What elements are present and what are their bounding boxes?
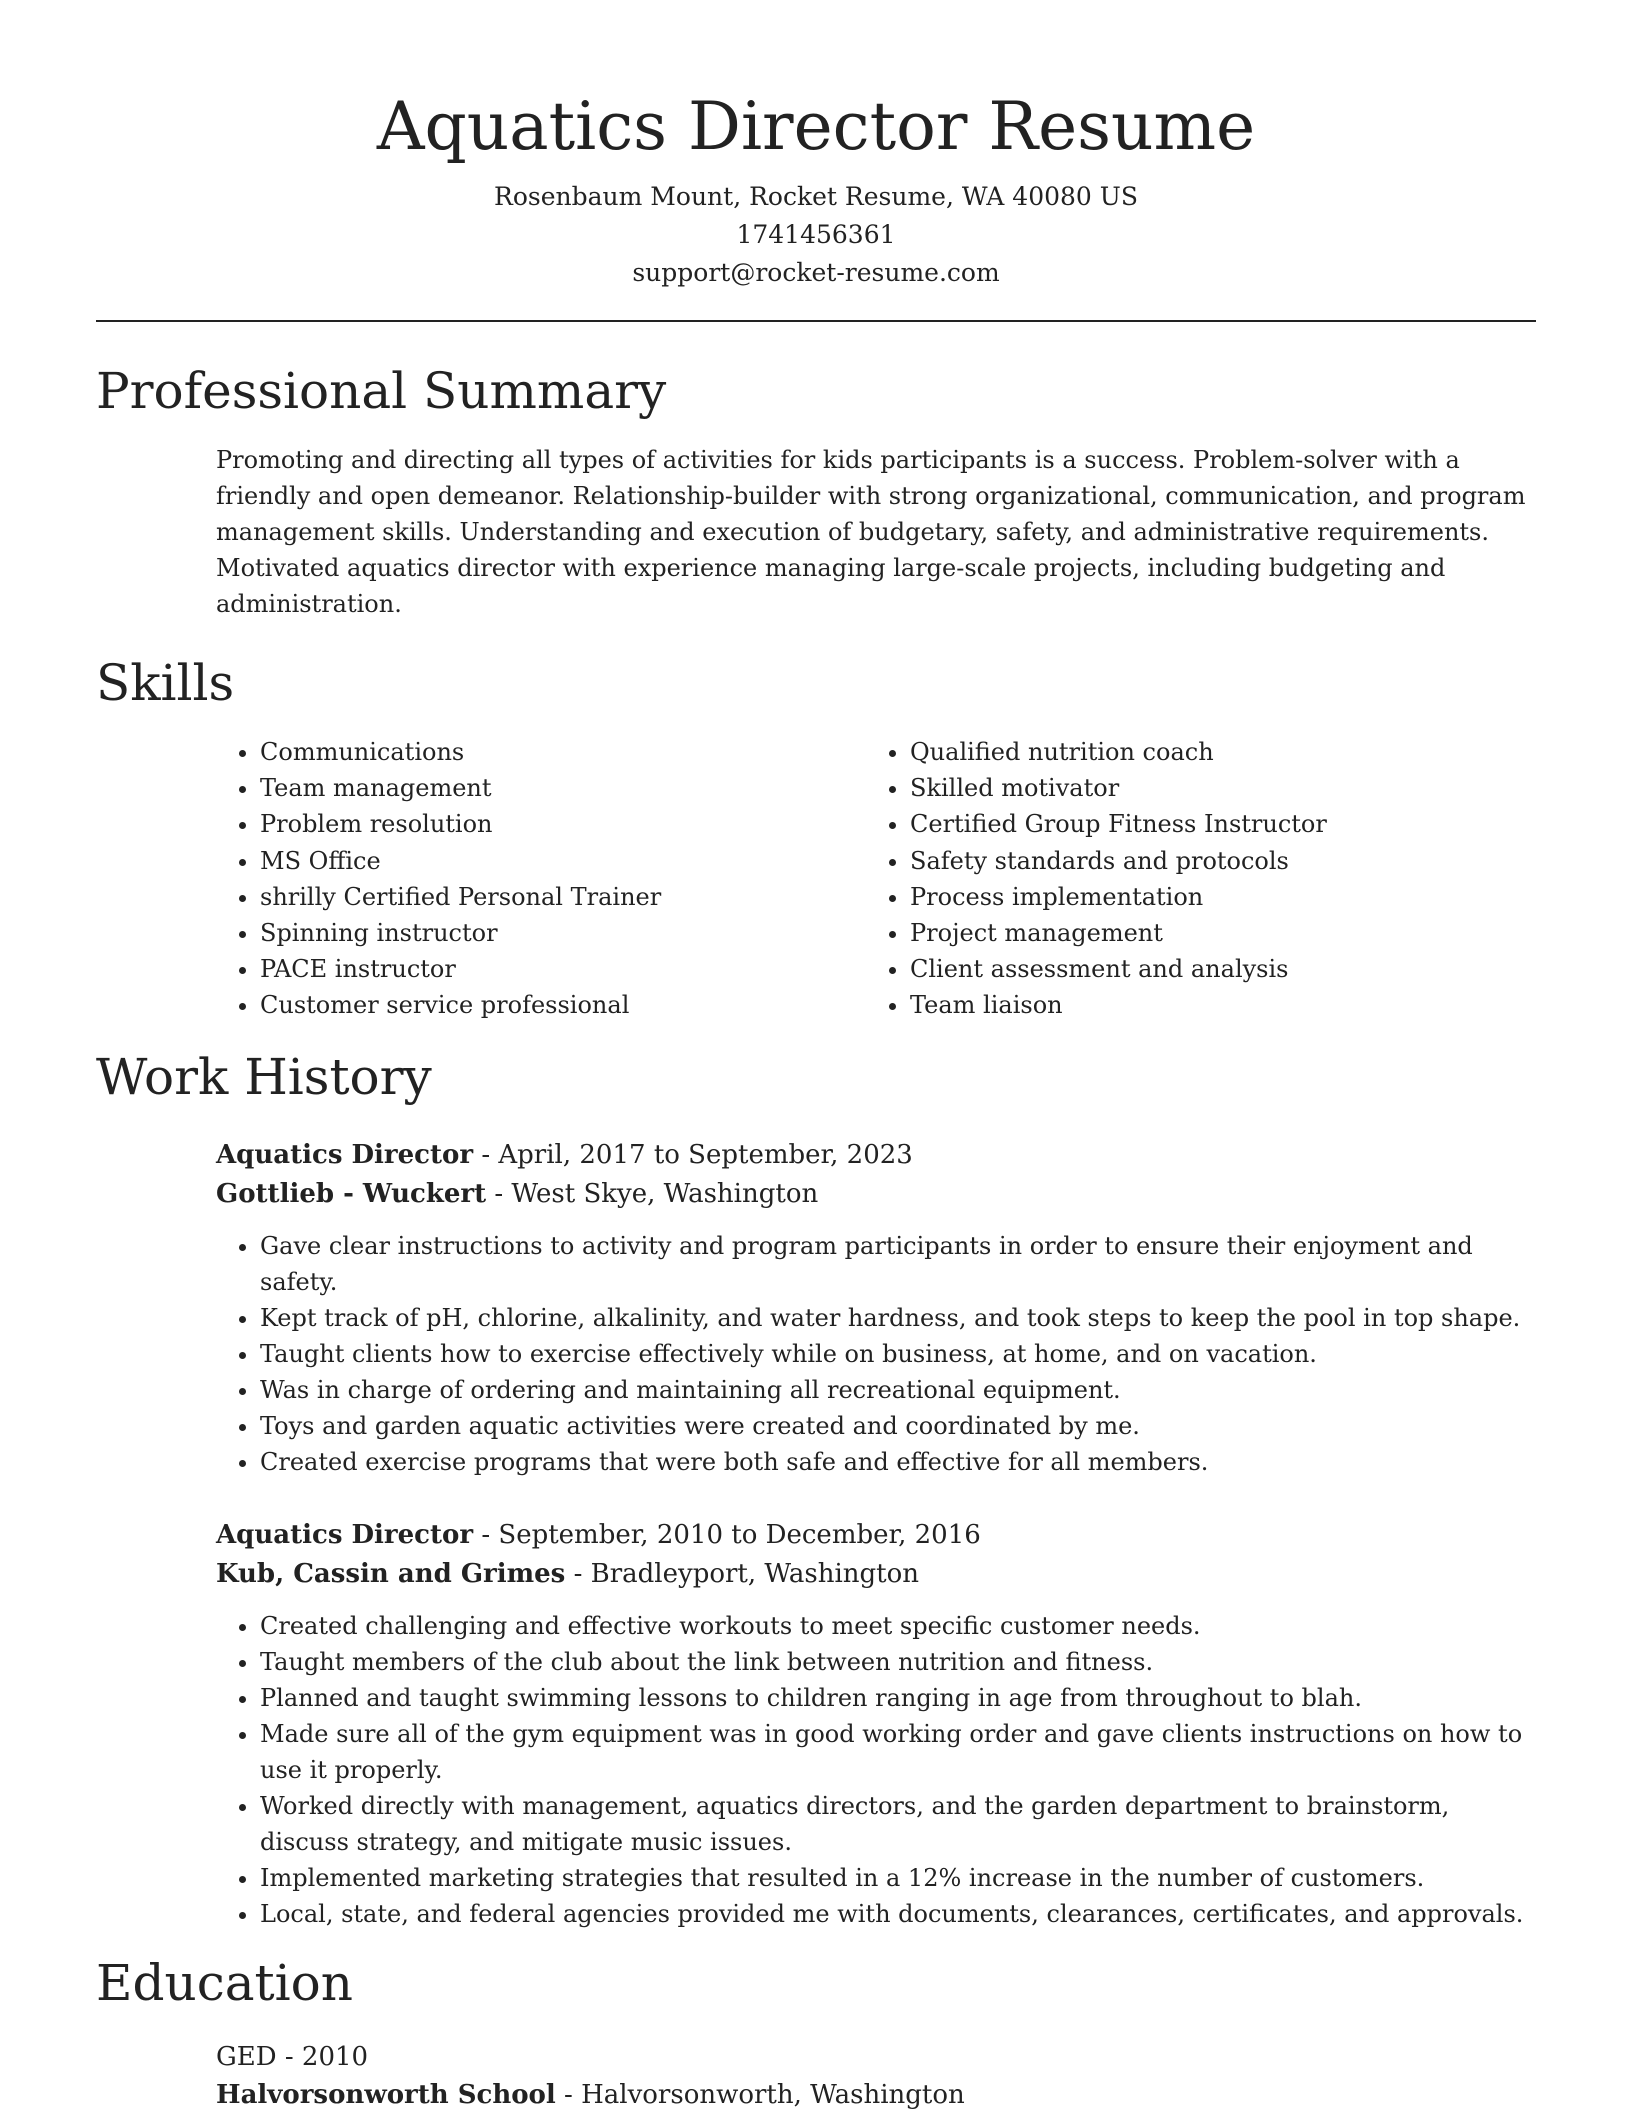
summary-heading: Professional Summary xyxy=(96,362,667,420)
job-location: - Bradleyport, Washington xyxy=(565,1558,920,1589)
header-divider xyxy=(96,320,1536,322)
job-bullet: • Taught clients how to exercise effectively while on business, at home, and on vacation. xyxy=(260,1336,1540,1372)
work-history-heading: Work History xyxy=(96,1047,432,1106)
education-year: - 2010 xyxy=(276,2041,369,2072)
job-bullet: • Gave clear instructions to activity and program participants in order to ensure their enjoyment and safety. xyxy=(260,1228,1540,1300)
skills-left-list xyxy=(216,734,866,1024)
job-dates: - April, 2017 to September, 2023 xyxy=(473,1139,913,1170)
job-title: Aquatics Director xyxy=(216,1139,474,1170)
job-dates: - September, 2010 to December, 2016 xyxy=(473,1519,981,1550)
contact-phone: 1741456361 xyxy=(736,220,896,249)
skills-columns xyxy=(216,734,1536,1024)
job-bullet: • Created challenging and effective workouts to meet specific customer needs. xyxy=(260,1608,1540,1644)
skill-item: • MS Office xyxy=(260,843,866,879)
job-title-line xyxy=(216,1136,1536,1175)
skill-item: • PACE instructor xyxy=(260,951,866,987)
job-bullet: • Planned and taught swimming lessons to children ranging in age from throughout to blah. xyxy=(260,1680,1540,1716)
education-degree-line xyxy=(216,2038,1536,2076)
skill-item: • Client assessment and analysis xyxy=(910,951,1510,987)
contact-block xyxy=(96,178,1536,292)
job-company: Gottlieb - Wuckert xyxy=(216,1178,487,1209)
education-entry xyxy=(216,2038,1536,2114)
job-bullets xyxy=(216,1228,1540,1480)
job-bullet: • Implemented marketing strategies that resulted in a 12% increase in the number of customers. xyxy=(260,1860,1540,1896)
skill-item: • Spinning instructor xyxy=(260,915,866,951)
job-bullet: • Taught members of the club about the link between nutrition and fitness. xyxy=(260,1644,1540,1680)
job-company: Kub, Cassin and Grimes xyxy=(216,1558,566,1589)
education-school-line xyxy=(216,2076,1536,2114)
education-heading: Education xyxy=(96,1953,353,2012)
education-school: Halvorsonworth School xyxy=(216,2079,556,2110)
job-entry xyxy=(216,1136,1536,1480)
job-bullet: • Kept track of pH, chlorine, alkalinity, and water hardness, and took steps to keep the pool in top shape. xyxy=(260,1300,1540,1336)
education-location: - Halvorsonworth, Washington xyxy=(555,2079,965,2110)
job-location: - West Skye, Washington xyxy=(486,1178,819,1209)
skill-item: • Problem resolution xyxy=(260,806,866,842)
resume-page xyxy=(96,0,1536,2114)
skill-item: • Qualified nutrition coach xyxy=(910,734,1510,770)
job-title: Aquatics Director xyxy=(216,1519,474,1550)
skills-section xyxy=(96,650,1536,1024)
education-degree: GED xyxy=(216,2041,277,2072)
skill-item: • Skilled motivator xyxy=(910,770,1510,806)
job-company-line xyxy=(216,1175,1536,1214)
skill-item: • Safety standards and protocols xyxy=(910,843,1510,879)
contact-address: Rosenbaum Mount, Rocket Resume, WA 40080 US xyxy=(494,182,1138,211)
skill-item: • Communications xyxy=(260,734,866,770)
job-bullet: • Was in charge of ordering and maintaining all recreational equipment. xyxy=(260,1372,1540,1408)
job-bullet: • Toys and garden aquatic activities were created and coordinated by me. xyxy=(260,1408,1540,1444)
skill-item: • Customer service professional xyxy=(260,987,866,1023)
job-bullet: • Worked directly with management, aquatics directors, and the garden department to brainstorm, discuss strategy, and mitigate music issues. xyxy=(260,1788,1540,1860)
skill-item: • Team management xyxy=(260,770,866,806)
summary-section xyxy=(96,358,1536,622)
education-section xyxy=(96,1950,1536,2114)
summary-text: Promoting and directing all types of activities for kids participants is a success. Problem-solver with a friendly and open demeanor. Relationship-builder with strong organizational, communication, and program management skills. Understanding and execution of budgetary, safety, and administrative requirements. Motivated aquatics director with experience managing large-scale projects, including budgeting and administration. xyxy=(216,446,1526,618)
skill-item: • shrilly Certified Personal Trainer xyxy=(260,879,866,915)
job-bullet: • Local, state, and federal agencies provided me with documents, clearances, certificates, and approvals. xyxy=(260,1896,1540,1932)
skill-item: • Team liaison xyxy=(910,987,1510,1023)
contact-email: support@rocket-resume.com xyxy=(632,258,1000,287)
job-bullets xyxy=(216,1608,1540,1932)
job-bullet: • Created exercise programs that were both safe and effective for all members. xyxy=(260,1444,1540,1480)
skills-heading: Skills xyxy=(96,654,235,712)
work-history-section xyxy=(96,1044,1536,1932)
job-bullet: • Made sure all of the gym equipment was in good working order and gave clients instructions on how to use it properly. xyxy=(260,1716,1540,1788)
job-entry xyxy=(216,1516,1536,1932)
skills-right-list xyxy=(866,734,1510,1024)
resume-title: Aquatics Director Resume xyxy=(376,88,1256,165)
skill-item: • Project management xyxy=(910,915,1510,951)
skill-item: • Certified Group Fitness Instructor xyxy=(910,806,1510,842)
skill-item: • Process implementation xyxy=(910,879,1510,915)
job-company-line xyxy=(216,1555,1536,1594)
job-title-line xyxy=(216,1516,1536,1555)
